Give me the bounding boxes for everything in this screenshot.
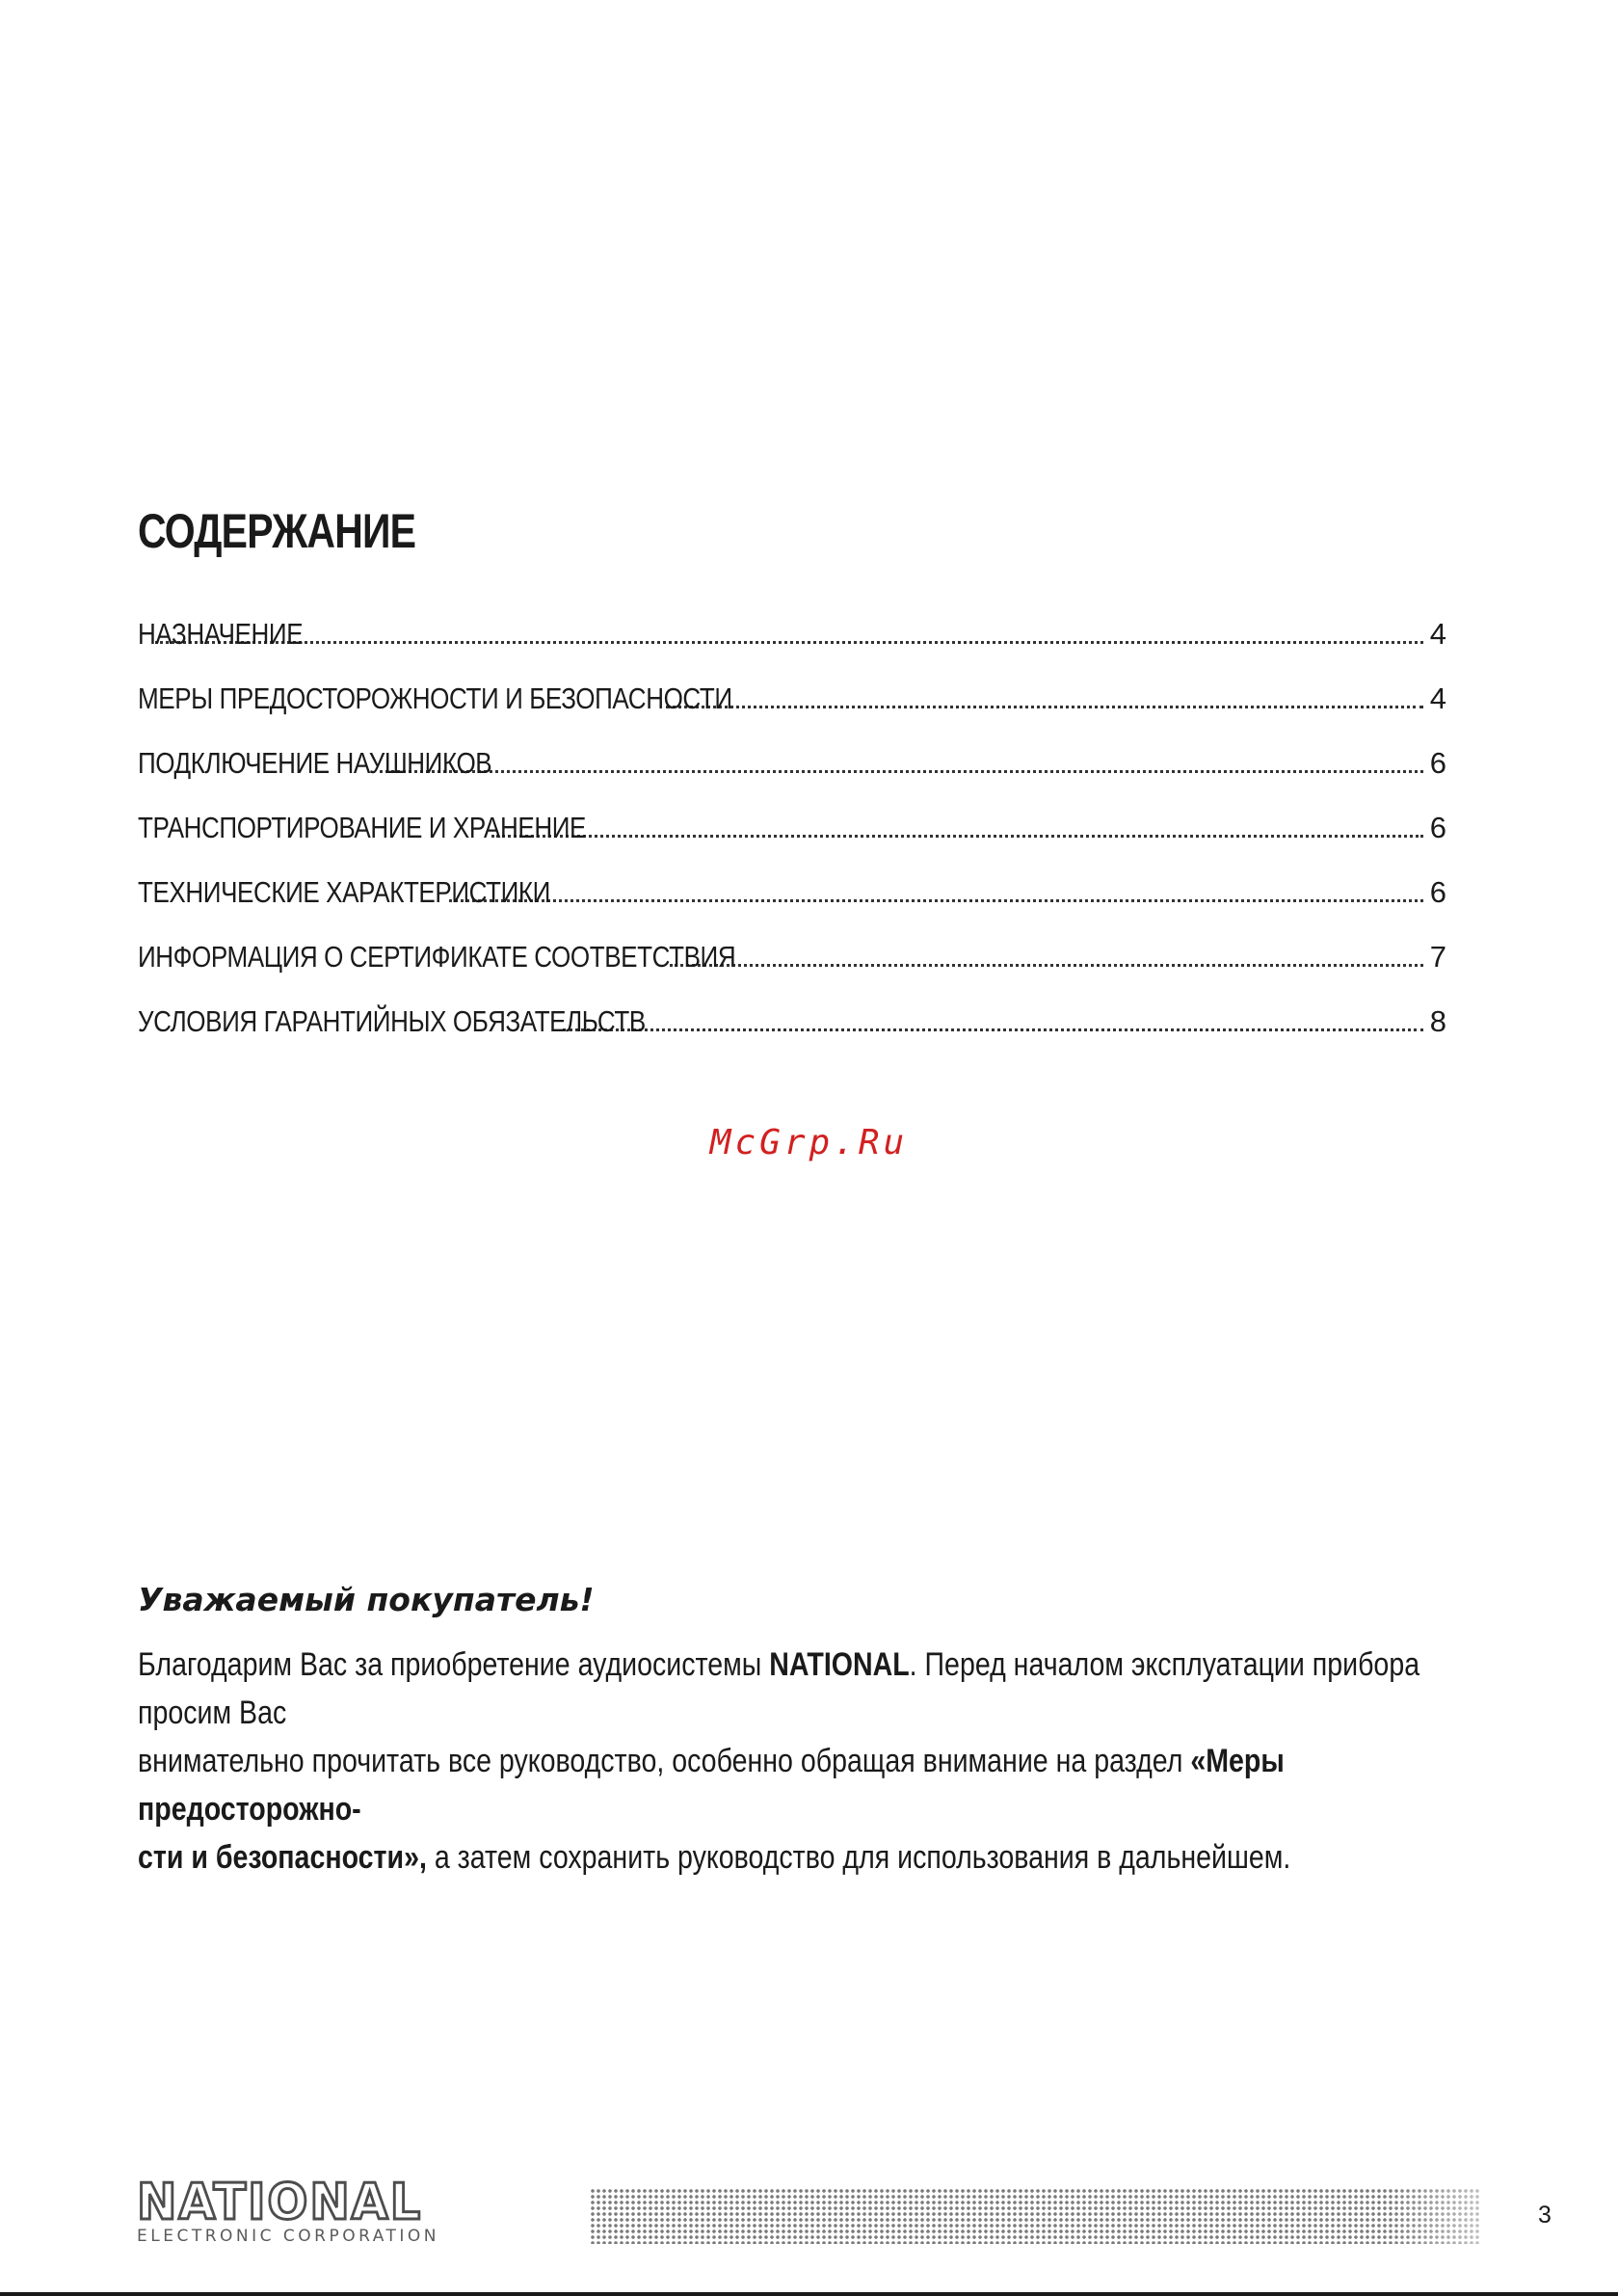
toc-leader-dots — [449, 899, 1423, 902]
toc-entry[interactable] — [138, 681, 1446, 746]
toc-leader-dots — [563, 1028, 1423, 1031]
intro-text: а затем сохранить руководство для использования в дальнейшем. — [426, 1839, 1291, 1876]
toc-entry-label: НАЗНАЧЕНИЕ — [138, 617, 304, 651]
intro-paragraph — [138, 1641, 1425, 1882]
bottom-divider — [0, 2292, 1618, 2296]
brand-name: NATIONAL — [769, 1646, 910, 1683]
toc-entry[interactable] — [138, 875, 1446, 940]
toc-entry-label: ТРАНСПОРТИРОВАНИЕ И ХРАНЕНИЕ — [138, 811, 586, 844]
toc-entry-label: ТЕХНИЧЕСКИЕ ХАРАКТЕРИСТИКИ — [138, 875, 550, 909]
toc-entry-page: 4 — [1429, 617, 1446, 651]
toc-entry-page: 7 — [1429, 940, 1446, 974]
toc-leader-dots — [670, 964, 1423, 967]
page-number: 3 — [1538, 2202, 1552, 2229]
toc-entry-label: УСЛОВИЯ ГАРАНТИЙНЫХ ОБЯЗАТЕЛЬСТВ — [138, 1004, 646, 1038]
toc-entry[interactable] — [138, 811, 1446, 875]
table-of-contents — [138, 617, 1446, 1069]
toc-entry-page: 6 — [1429, 875, 1446, 909]
greeting-heading: Уважаемый покупатель! — [138, 1581, 595, 1618]
decorative-dot-fade — [1388, 2188, 1484, 2244]
intro-text: Благодарим Вас за приобретение аудиосистемы — [138, 1646, 770, 1683]
watermark-text: McGrp.Ru — [709, 1123, 909, 1162]
section-reference: сти и безопасности», — [138, 1839, 427, 1876]
toc-entry[interactable] — [138, 746, 1446, 811]
national-logo — [137, 2174, 532, 2248]
decorative-dot-pattern — [590, 2188, 1480, 2244]
toc-leader-dots — [491, 835, 1423, 838]
intro-text: . Перед началом эксплуатации прибора просим Вас — [138, 1646, 1420, 1731]
toc-title: СОДЕРЖАНИЕ — [138, 504, 416, 558]
toc-entry-page: 6 — [1429, 811, 1446, 844]
toc-entry-label: ИНФОРМАЦИЯ О СЕРТИФИКАТЕ СООТВЕТСТВИЯ — [138, 940, 736, 974]
logo-tagline: ELECTRONIC CORPORATION — [137, 2227, 440, 2246]
logo-brand: NATIONAL — [137, 2174, 423, 2231]
toc-leader-dots — [380, 770, 1423, 773]
toc-entry-label: МЕРЫ ПРЕДОСТОРОЖНОСТИ И БЕЗОПАСНОСТИ — [138, 681, 732, 715]
toc-leader-dots — [155, 641, 1423, 644]
toc-entry-label: ПОДКЛЮЧЕНИЕ НАУШНИКОВ — [138, 746, 492, 780]
toc-entry-page: 8 — [1429, 1004, 1446, 1038]
toc-entry[interactable] — [138, 940, 1446, 1004]
toc-entry-page: 4 — [1429, 681, 1446, 715]
toc-entry-page: 6 — [1429, 746, 1446, 780]
toc-entry[interactable] — [138, 617, 1446, 681]
intro-text: внимательно прочитать все руководство, особенно обращая внимание на раздел — [138, 1743, 1191, 1779]
section-reference: «Меры предосторожно- — [138, 1743, 1285, 1828]
toc-entry[interactable] — [138, 1004, 1446, 1069]
toc-leader-dots — [666, 706, 1423, 708]
